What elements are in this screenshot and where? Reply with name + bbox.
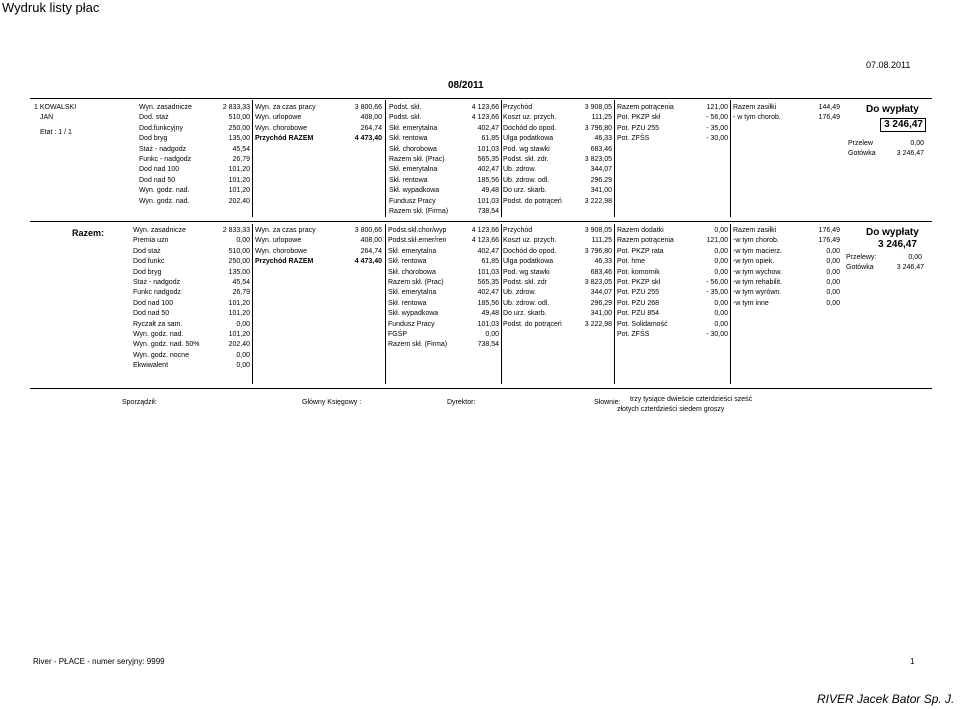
- cell-value: 0,00: [826, 247, 840, 255]
- cell-label: Pot. PZU 255: [617, 124, 660, 132]
- sum-transfer-value: 0,00: [908, 254, 922, 261]
- cell-value: 61,85: [481, 135, 499, 143]
- cell-label: Podst. skł. zdr.: [503, 155, 549, 163]
- sum-col3-labels: [388, 226, 447, 351]
- cell-label: Pot. hme: [617, 258, 646, 266]
- cell-label: Podst.skł.emer/ren: [388, 237, 447, 245]
- cell-value: 176,49: [818, 114, 840, 122]
- emp-col6-values: [798, 103, 840, 124]
- cell-label: Fundusz Pracy: [388, 320, 435, 328]
- emp-transfer-label: Przelew: [848, 140, 873, 147]
- cell-label: Pot. ZFŚS: [617, 135, 650, 143]
- cell-label: Przychód: [503, 227, 533, 234]
- cell-value: - 30,00: [706, 135, 728, 143]
- cell-label: Razem zasiłki: [733, 227, 777, 234]
- cell-label: Wyn. chorobowe: [255, 247, 308, 255]
- cell-label: Skł. chorobowa: [389, 145, 437, 153]
- emp-col2-labels: [255, 103, 316, 145]
- cell-value: 0,00: [714, 227, 728, 234]
- cell-label: -w tym wychow.: [733, 268, 783, 276]
- payroll-period: 08/2011: [448, 80, 484, 91]
- cell-value: 0,00: [236, 237, 250, 245]
- director-label: Dyrektor:: [447, 399, 476, 406]
- emp-col4-values: [566, 103, 612, 207]
- cell-label: Pot. PZU 255: [617, 289, 660, 297]
- cell-label: Koszt uz. przych.: [503, 114, 557, 122]
- cell-value: 135,00: [228, 135, 250, 143]
- window-title: Wydruk listy płac: [2, 0, 100, 15]
- cell-label: Podst.skł.chor/wyp: [388, 227, 447, 234]
- employee-surname: KOWALSKI: [39, 104, 77, 111]
- cell-value: 202,40: [228, 341, 250, 349]
- emp-col4-labels: [503, 103, 562, 207]
- cell-value: 4 123,66: [471, 104, 499, 111]
- cell-label: Razem potrącenia: [617, 104, 674, 111]
- sum-payout-value: 3 246,47: [878, 239, 917, 250]
- emp-col5-values: [683, 103, 728, 145]
- page-number: 1: [910, 657, 915, 666]
- cell-value: 0,00: [826, 278, 840, 286]
- cell-label: Ub. zdrow.: [503, 289, 537, 297]
- cell-label: Ub. zdrow. odl.: [503, 299, 550, 307]
- cell-value: 0,00: [714, 299, 728, 307]
- cell-label: Dod. staż: [139, 114, 169, 122]
- etat-value: 1 / 1: [58, 128, 72, 136]
- cell-value: - 30,00: [706, 330, 728, 338]
- cell-label: Dod nad 100: [139, 166, 180, 174]
- cell-value: 683,46: [590, 268, 612, 276]
- cell-label: Dod bryg: [139, 135, 168, 143]
- column-divider: [614, 224, 615, 384]
- cell-value: 101,03: [477, 197, 499, 205]
- cell-value: 46,33: [594, 135, 612, 143]
- emp-payout-value: 3 246,47: [880, 118, 926, 132]
- cell-value: 510,00: [228, 247, 250, 255]
- cell-label: Razem potrącenia: [617, 237, 674, 245]
- totals-label: Razem:: [72, 228, 105, 238]
- cell-value: 101,20: [228, 176, 250, 184]
- cell-label: Skł. emerytalna: [388, 247, 437, 255]
- cell-value: 61,85: [481, 258, 499, 266]
- cell-value: 4 123,66: [471, 114, 499, 122]
- emp-col6-labels: [733, 103, 781, 124]
- cell-value: 101,03: [477, 320, 499, 328]
- cell-label: Ulga podatkowa: [503, 135, 554, 143]
- cell-value: 3 800,66: [354, 104, 382, 111]
- cell-value: 0,00: [714, 310, 728, 318]
- in-words-line1: trzy tysiące dwieście czterdzieści sześć: [630, 396, 753, 403]
- cell-label: Przychód: [503, 104, 533, 111]
- cell-label: Wyn. godz. nocne: [133, 351, 189, 359]
- cell-value: 135,00: [228, 268, 250, 276]
- column-divider: [252, 224, 253, 384]
- cell-label: Podst. skł.: [389, 114, 422, 122]
- cell-value: 402,47: [477, 166, 499, 174]
- cell-value: 683,46: [590, 145, 612, 153]
- sum-col6-values: [798, 226, 840, 309]
- cell-label: Wyn. zasadnicze: [133, 227, 186, 234]
- cell-value: 4 123,66: [471, 227, 499, 234]
- employee-name: JAN: [40, 114, 54, 122]
- cell-label: FGŚP: [388, 330, 408, 338]
- cell-label: Pot. PKZP rata: [617, 247, 664, 255]
- cell-label: Skł. emerytalna: [389, 166, 438, 174]
- cell-label: -w tym wyrówn.: [733, 289, 782, 297]
- cell-value: 2 833,33: [222, 104, 250, 111]
- column-divider: [385, 224, 386, 384]
- cell-label: Dod staż: [133, 247, 161, 255]
- cell-value: 3 222,98: [584, 320, 612, 328]
- cell-value: 0,00: [714, 247, 728, 255]
- cell-value: 101,03: [477, 268, 499, 276]
- cell-label: Razem skł. (Firma): [388, 341, 448, 349]
- cell-value: 402,47: [477, 247, 499, 255]
- chief-accountant-label: Główny Księgowy :: [302, 399, 362, 406]
- cell-value: 49,48: [481, 187, 499, 195]
- emp-transfer-value: 0,00: [910, 140, 924, 147]
- cell-label: -w tym chorob.: [733, 237, 779, 245]
- cell-value: - 56,00: [706, 278, 728, 286]
- cell-value: 121,00: [706, 104, 728, 111]
- cell-value: 565,35: [477, 278, 499, 286]
- cell-value: 738,54: [477, 341, 499, 349]
- cell-value: 0,00: [236, 351, 250, 359]
- cell-value: 4 123,66: [471, 237, 499, 245]
- cell-value: 0,00: [714, 258, 728, 266]
- cell-label: Pot. komornik: [617, 268, 660, 276]
- cell-label: Skł. rentowa: [389, 176, 428, 184]
- cell-label: Koszt uz. przych.: [503, 237, 557, 245]
- cell-value: 344,07: [590, 166, 612, 174]
- sum-cash-label: Gotówka: [846, 264, 874, 271]
- cell-value: 510,00: [228, 114, 250, 122]
- cell-value: 3 908,05: [584, 227, 612, 234]
- column-divider: [614, 100, 615, 217]
- company-name: RIVER Jacek Bator Sp. J.: [817, 692, 955, 706]
- cell-value: 144,49: [818, 104, 840, 111]
- cell-value: 4 473,40: [354, 135, 382, 143]
- emp-col3-labels: [389, 103, 448, 217]
- cell-value: 2 833,33: [222, 227, 250, 234]
- emp-col3-values: [455, 103, 499, 217]
- cell-label: Ub. zdrow.: [503, 166, 537, 174]
- etat-label: Etat :: [40, 128, 57, 136]
- cell-value: 101,20: [228, 299, 250, 307]
- cell-label: Skł. wypadkowa: [388, 310, 439, 318]
- cell-label: Dod bryg: [133, 268, 162, 276]
- emp-cash-label: Gotówka: [848, 150, 876, 157]
- cell-value: 101,20: [228, 166, 250, 174]
- cell-label: Razem zasiłki: [733, 104, 777, 111]
- cell-value: 26,79: [232, 289, 250, 297]
- cell-value: 264,74: [360, 124, 382, 132]
- cell-label: Wyn. urlopowe: [255, 237, 302, 245]
- cell-label: Skł. rentowa: [388, 258, 427, 266]
- sum-col1-values: [205, 226, 250, 371]
- cell-label: Skł. wypadkowa: [389, 187, 440, 195]
- cell-value: 49,48: [481, 310, 499, 318]
- cell-label: Pod. wg stawki: [503, 268, 550, 276]
- sum-col4-labels: [503, 226, 562, 330]
- cell-label: Skł. emerytalna: [389, 124, 438, 132]
- column-divider: [385, 100, 386, 217]
- cell-label: - w tym chorob.: [733, 114, 781, 122]
- cell-label: Ulga podatkowa: [503, 258, 554, 266]
- cell-label: Do urz. skarb.: [503, 187, 547, 195]
- cell-label: Wyn. godz. nad.: [139, 197, 190, 205]
- cell-label: Dod nad 50: [133, 310, 170, 318]
- cell-value: 176,49: [818, 237, 840, 245]
- cell-value: 176,49: [818, 227, 840, 234]
- cell-label: Fundusz Pracy: [389, 197, 436, 205]
- cell-value: 111,25: [591, 114, 612, 122]
- cell-label: Dochód do opod.: [503, 247, 557, 255]
- cell-value: 738,54: [477, 207, 499, 215]
- cell-value: 45,54: [232, 145, 250, 153]
- cell-value: 0,00: [714, 268, 728, 276]
- sum-col5-values: [683, 226, 728, 340]
- cell-label: Premia uzn: [133, 237, 169, 245]
- cell-label: Przychód RAZEM: [255, 258, 314, 266]
- cell-label: Pot. Solidamość: [617, 320, 668, 328]
- cell-value: 402,47: [477, 289, 499, 297]
- cell-value: 4 473,40: [354, 258, 382, 266]
- emp-col1-values: [205, 103, 250, 207]
- column-divider: [730, 100, 731, 217]
- cell-label: Pot. PZU 854: [617, 310, 660, 318]
- cell-label: Wyn. zasadnicze: [139, 104, 192, 111]
- cell-value: 341,00: [590, 187, 612, 195]
- sum-col2-values: [334, 226, 382, 268]
- column-divider: [252, 100, 253, 217]
- cell-label: Dod nad 50: [139, 176, 176, 184]
- cell-label: Dochód do opod.: [503, 124, 557, 132]
- cell-label: Skł. emerytalna: [388, 289, 437, 297]
- cell-value: 0,00: [236, 320, 250, 328]
- cell-label: Podst. do potrąceń: [503, 197, 562, 205]
- cell-value: 0,00: [485, 330, 499, 338]
- cell-label: Pot. PKZP skł: [617, 278, 661, 286]
- cell-value: 3 222,98: [584, 197, 612, 205]
- emp-col5-labels: [617, 103, 674, 145]
- cell-label: Razem skł. (Prac): [388, 278, 444, 286]
- cell-value: 0,00: [714, 320, 728, 328]
- cell-value: 296,29: [590, 299, 612, 307]
- cell-value: 3 796,80: [584, 124, 612, 132]
- cell-label: Staż - nadgodz: [139, 145, 187, 153]
- cell-value: 344,07: [590, 289, 612, 297]
- in-words-line2: złotych czterdzieści siedem groszy: [617, 406, 725, 413]
- cell-label: Podst. do potrąceń: [503, 320, 562, 328]
- cell-value: 0,00: [826, 299, 840, 307]
- cell-value: 250,00: [228, 258, 250, 266]
- cell-label: Skł. rentowa: [389, 135, 428, 143]
- emp-payout-label: Do wypłaty: [866, 104, 919, 115]
- cell-value: 3 823,05: [584, 278, 612, 286]
- cell-value: 26,79: [232, 155, 250, 163]
- cell-label: Skł. rentowa: [388, 299, 427, 307]
- cell-value: 185,56: [477, 176, 499, 184]
- in-words-label: Słownie:: [594, 399, 621, 406]
- cell-label: Pod. wg stawki: [503, 145, 550, 153]
- cell-value: 202,40: [228, 197, 250, 205]
- cell-value: 101,20: [228, 330, 250, 338]
- sum-col1-labels: [133, 226, 199, 371]
- cell-label: Wyn. godz. nad.: [139, 187, 190, 195]
- cell-label: Dod nad 100: [133, 299, 174, 307]
- cell-label: Razem dodatki: [617, 227, 664, 234]
- cell-value: 101,20: [228, 187, 250, 195]
- cell-value: 250,00: [228, 124, 250, 132]
- cell-label: Ryczałt za sam.: [133, 320, 183, 328]
- sum-col2-labels: [255, 226, 316, 268]
- cell-label: Przychód RAZEM: [255, 135, 314, 143]
- column-divider: [501, 224, 502, 384]
- cell-label: Wyn. urlopowe: [255, 114, 302, 122]
- cell-label: Ekwiwalent: [133, 362, 169, 370]
- cell-label: -w tym macierz.: [733, 247, 782, 255]
- cell-label: Wyn. za czas pracy: [255, 104, 316, 111]
- cell-value: 341,00: [590, 310, 612, 318]
- cell-label: Funkc nadgodz: [133, 289, 181, 297]
- serial-number: River - PŁACE - numer seryjny: 9999: [33, 657, 165, 666]
- sum-transfer-label: Przelewy:: [846, 254, 877, 261]
- cell-label: Razem skł. (Firma): [389, 207, 449, 215]
- sum-col5-labels: [617, 226, 674, 340]
- cell-value: 0,00: [826, 268, 840, 276]
- cell-value: 408,00: [360, 114, 382, 122]
- cell-label: Podst. skł.: [389, 104, 422, 111]
- cell-value: 0,00: [826, 258, 840, 266]
- emp-col1-labels: [139, 103, 192, 207]
- column-divider: [730, 224, 731, 384]
- cell-value: - 35,00: [706, 124, 728, 132]
- cell-label: Razem skł. (Prac): [389, 155, 445, 163]
- cell-value: 3 823,05: [584, 155, 612, 163]
- emp-col2-values: [334, 103, 382, 145]
- cell-value: 45,54: [232, 278, 250, 286]
- employee-info: [34, 103, 76, 138]
- bottom-rule: [30, 388, 932, 389]
- cell-label: Pot. ZFŚS: [617, 330, 650, 338]
- cell-label: Wyn. za czas pracy: [255, 227, 316, 234]
- employee-lp: 1: [34, 104, 38, 111]
- cell-value: - 35,00: [706, 289, 728, 297]
- cell-value: 402,47: [477, 124, 499, 132]
- cell-label: -w tym inne: [733, 299, 769, 307]
- sum-payout-label: Do wypłaty: [866, 227, 919, 238]
- top-rule: [30, 98, 932, 99]
- cell-value: 264,74: [360, 247, 382, 255]
- sum-cash-value: 3 246,47: [896, 264, 924, 271]
- cell-value: 0,00: [236, 362, 250, 370]
- cell-value: 185,56: [477, 299, 499, 307]
- cell-label: Wyn. chorobowe: [255, 124, 308, 132]
- cell-value: 3 796,80: [584, 247, 612, 255]
- sum-col3-values: [455, 226, 499, 351]
- cell-label: Dod funkc: [133, 258, 165, 266]
- cell-label: Do urz. skarb.: [503, 310, 547, 318]
- cell-label: Pot. PZU 268: [617, 299, 660, 307]
- cell-value: 3 908,05: [584, 104, 612, 111]
- cell-value: 121,00: [706, 237, 728, 245]
- cell-label: -w tym rehabilit.: [733, 278, 783, 286]
- cell-value: 408,00: [360, 237, 382, 245]
- sum-col6-labels: [733, 226, 782, 309]
- cell-value: 565,35: [477, 155, 499, 163]
- prepared-by-label: Sporządził:: [122, 399, 157, 406]
- cell-value: 111,25: [591, 237, 612, 245]
- cell-label: -w tym opiek.: [733, 258, 775, 266]
- sum-col4-values: [566, 226, 612, 330]
- cell-value: - 56,00: [706, 114, 728, 122]
- cell-label: Skł. chorobowa: [388, 268, 436, 276]
- print-date: 07.08.2011: [866, 60, 911, 70]
- cell-label: Wyn. godz. nad.: [133, 330, 184, 338]
- cell-value: 101,20: [228, 310, 250, 318]
- middle-rule: [30, 221, 932, 222]
- cell-label: Staż - nadgodz: [133, 278, 181, 286]
- cell-value: 296,29: [590, 176, 612, 184]
- cell-label: Ub. zdrow. odl.: [503, 176, 550, 184]
- cell-value: 101,03: [477, 145, 499, 153]
- emp-cash-value: 3 246,47: [896, 150, 924, 157]
- cell-label: Pot. PKZP skł: [617, 114, 661, 122]
- cell-value: 0,00: [826, 289, 840, 297]
- cell-label: Wyn. godz. nad. 50%: [133, 341, 200, 349]
- cell-label: Podst. skł. zdr: [503, 278, 547, 286]
- cell-value: 3 800,66: [354, 227, 382, 234]
- cell-value: 46,33: [594, 258, 612, 266]
- cell-label: Funkc - nadgodz: [139, 155, 192, 163]
- column-divider: [501, 100, 502, 217]
- cell-label: Dod.funkcyjny: [139, 124, 183, 132]
